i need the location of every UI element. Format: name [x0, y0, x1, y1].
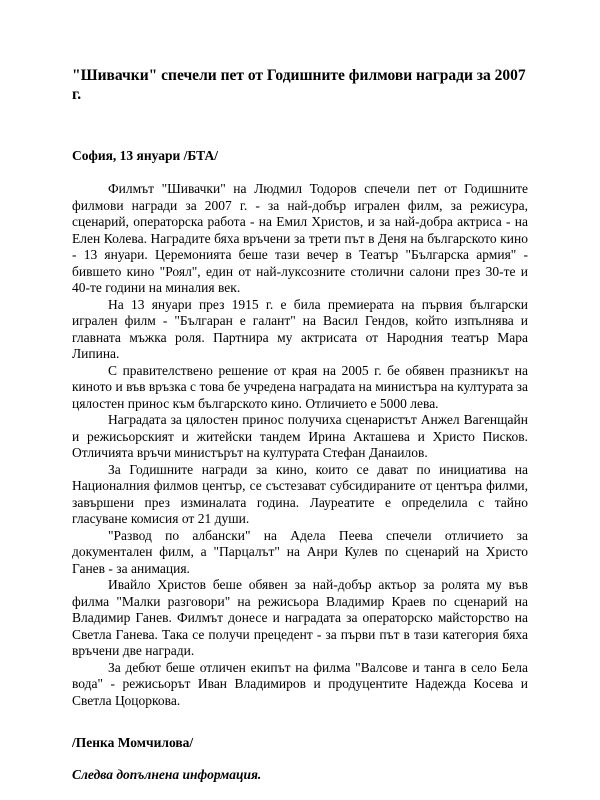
article-paragraph: За дебют беше отличен екипът на филма "Валсове и танга в село Бела вода" - режисьорът Иван Владимиров и продуцентите Надежда Косева и Светла Цоцоркова. [72, 659, 528, 708]
article-dateline: София, 13 януари /БТА/ [72, 148, 218, 163]
article-author: /Пенка Момчилова/ [72, 735, 194, 750]
article-paragraph: "Развод по албански" на Адела Пеева спечели отличието за документален филм, а "Парцалът" на Анри Кулев по сценарий на Христо Ганев - за анимация. [72, 527, 528, 576]
article-paragraph: С правителствено решение от края на 2005 г. бе обявен празникът на киното и във връзка с това бе учредена наградата на министъра на културата за цялостен принос към българското кино. Отличието е 5000 лева. [72, 362, 528, 411]
article-title: "Шивачки" спечели пет от Годишните филмови награди за 2007 г. [72, 67, 526, 103]
article-body [72, 181, 528, 709]
article-paragraph: Ивайло Христов беше обявен за най-добър актьор за ролята му във филма "Малки разговори" на режисьора Владимир Краев по сценарий на Владимир Ганев. Филмът донесе и наградата за операторско майсторство на Светла Ганева. Така се получи прецедент - за първи път в тази категория бяха връчени две награди. [72, 577, 528, 658]
article-paragraph: Филмът "Шивачки" на Людмил Тодоров спечели пет от Годишните филмови награди за 2007 г. - за най-добър игрален филм, за режисура, сценарий, операторска работа - на Емил Христов, и за най-добра актриса - на Елен Колева. Наградите бяха връчени за трети път в Деня на българското кино - 13 януари. Церемонията беше тази вечер в Театър "Българска армия" - бившето кино "Роял", един от най-луксозните столични салони през 30-те и 40-те години на миналия век. [72, 181, 528, 295]
article-paragraph: На 13 януари през 1915 г. е била премиерата на първия български игрален филм - "Българан е галант" на Васил Гендов, който изпълнява и главната мъжка роля. Партнира му актрисата от Народния театър Мара Липина. [72, 296, 528, 361]
article-note: Следва допълнена информация. [72, 767, 262, 782]
article-paragraph: Наградата за цялостен принос получиха сценаристът Анжел Вагенщайн и режисьорският и житейски тандем Ирина Акташева и Христо Писков. Отличията връчи министърът на културата Стефан Данаилов. [72, 412, 528, 460]
document-page [72, 66, 528, 783]
article-paragraph: За Годишните награди за кино, които се дават по инициатива на Националния филмов център, се състезават субсидираните от центъра филми, завършени през изминалата година. Лауреатите е определила с тайно гласуване комисия от 21 души. [72, 461, 528, 526]
